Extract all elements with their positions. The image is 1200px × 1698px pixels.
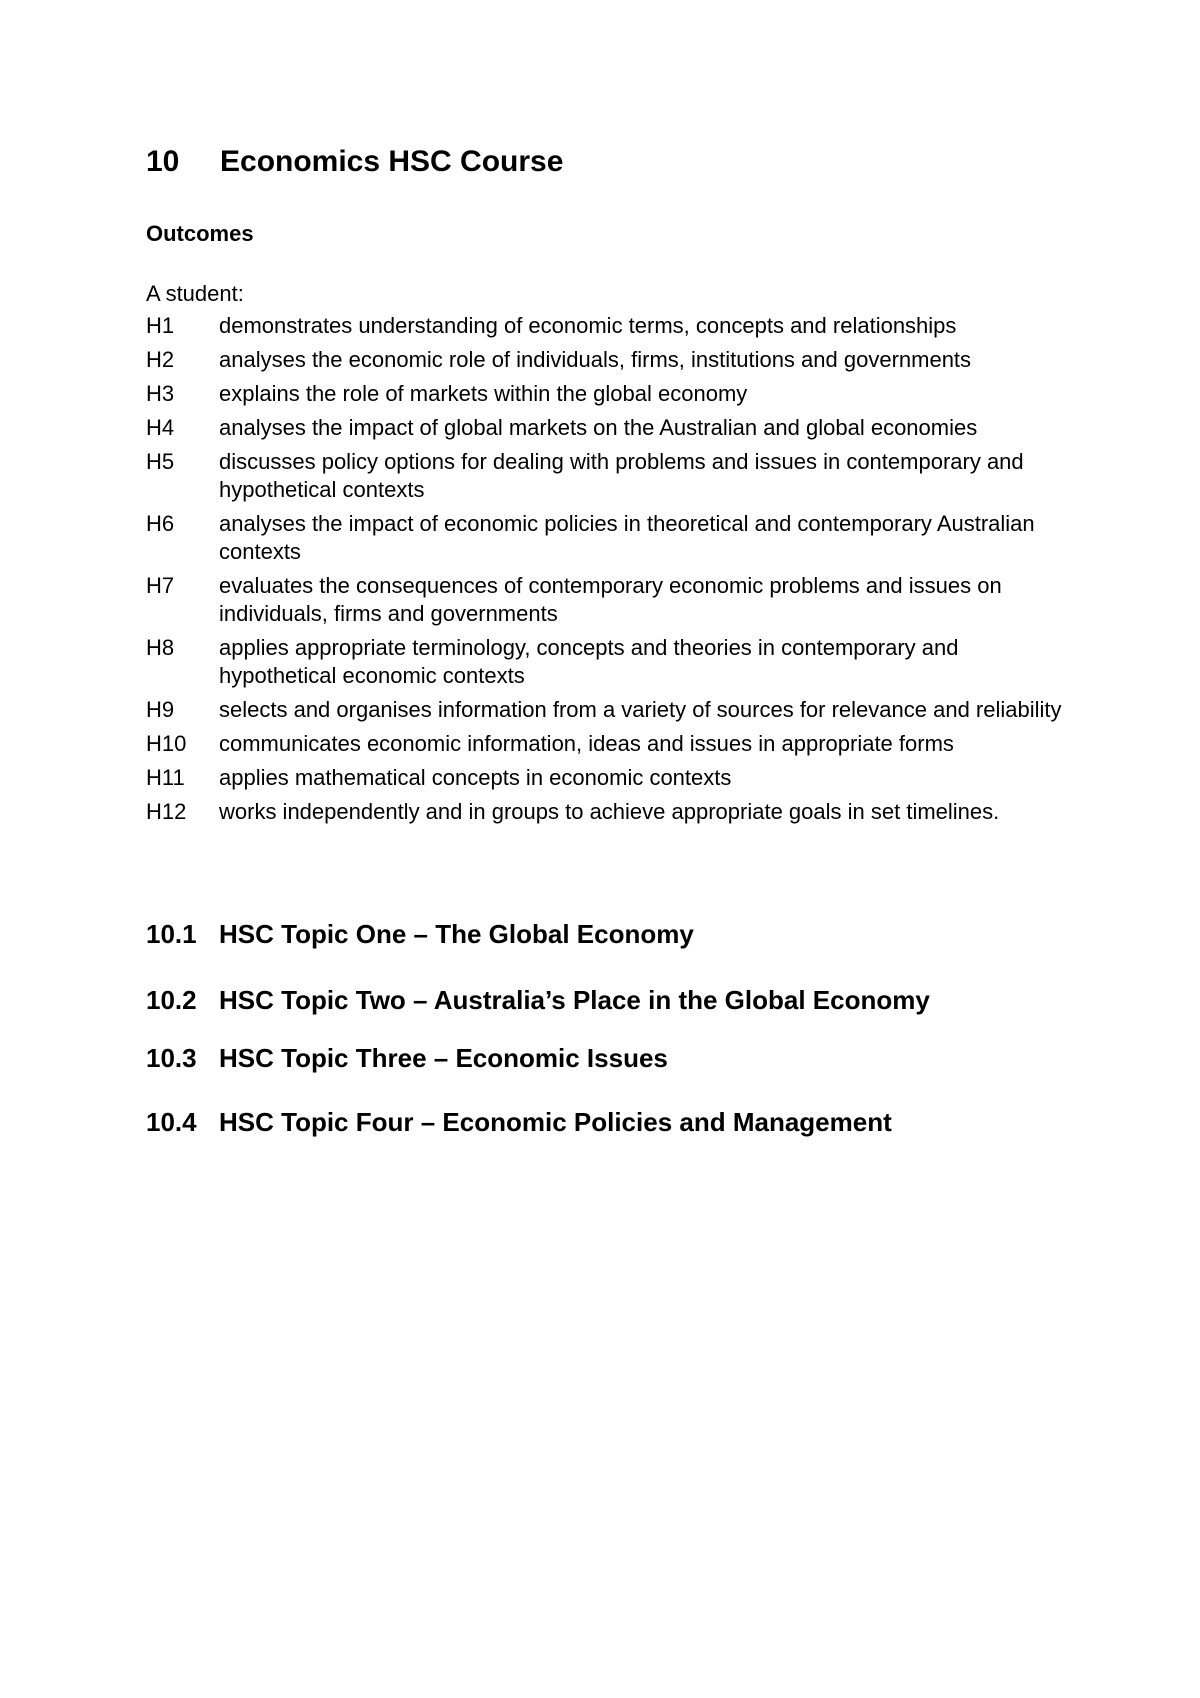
outcome-item [146,380,1076,408]
outcome-item [146,414,1076,442]
outcome-text: communicates economic information, ideas and issues in appropriate forms [219,731,954,756]
outcome-item [146,764,1076,792]
outcome-code: H9 [146,697,175,722]
outcome-code: H11 [146,765,185,790]
outcome-text: demonstrates understanding of economic terms, concepts and relationships [219,313,957,338]
outcome-text: analyses the economic role of individuals, firms, institutions and governments [219,347,972,372]
outcome-text: works independently and in groups to achieve appropriate goals in set timelines. [219,799,1000,824]
outcome-item [146,696,1076,724]
topic-heading [146,984,930,1016]
outcome-text: applies mathematical concepts in economic contexts [219,765,732,790]
outcome-item [146,448,1076,504]
topic-number: 10.3 [146,1043,197,1073]
topic-heading [146,1042,930,1074]
outcome-item [146,346,1076,374]
outcome-item [146,730,1076,758]
topic-heading [146,918,930,950]
outcome-text: explains the role of markets within the global economy [219,381,748,406]
topics-list [146,918,930,1138]
outcome-text: analyses the impact of economic policies in theoretical and contemporary Australian contexts [219,511,1035,564]
outcome-code: H1 [146,313,175,338]
outcome-code: H8 [146,635,175,660]
outcome-item [146,572,1076,628]
intro-text: A student: [146,281,244,306]
outcome-text: discusses policy options for dealing with problems and issues in contemporary and hypothetical contexts [219,449,1024,502]
topic-title: HSC Topic One – The Global Economy [219,919,694,949]
topic-title: HSC Topic Three – Economic Issues [219,1043,668,1073]
topic-title: HSC Topic Two – Australia’s Place in the Global Economy [219,985,930,1015]
outcome-text: applies appropriate terminology, concepts and theories in contemporary and hypothetical economic contexts [219,635,959,688]
outcome-text: evaluates the consequences of contemporary economic problems and issues on individuals, firms and governments [219,573,1002,626]
outcome-item [146,510,1076,566]
outcome-code: H10 [146,731,187,756]
outcome-text: analyses the impact of global markets on the Australian and global economies [219,415,978,440]
topic-number: 10.2 [146,985,197,1015]
topic-heading [146,1106,930,1138]
outcome-code: H2 [146,347,175,372]
outcomes-heading: Outcomes [146,221,254,246]
outcome-code: H12 [146,799,187,824]
outcome-item [146,798,1076,826]
outcome-text: selects and organises information from a variety of sources for relevance and reliability [219,697,1062,722]
section-title: Economics HSC Course [220,145,564,178]
outcome-code: H5 [146,449,175,474]
topic-number: 10.1 [146,919,197,949]
outcomes-list [146,312,1076,832]
outcome-item [146,312,1076,340]
section-number: 10 [146,145,180,178]
outcome-code: H3 [146,381,175,406]
section-heading [146,144,563,180]
outcome-code: H4 [146,415,175,440]
outcome-code: H7 [146,573,175,598]
topic-number: 10.4 [146,1107,197,1137]
outcome-item [146,634,1076,690]
topic-title: HSC Topic Four – Economic Policies and Management [219,1107,892,1137]
outcome-code: H6 [146,511,175,536]
